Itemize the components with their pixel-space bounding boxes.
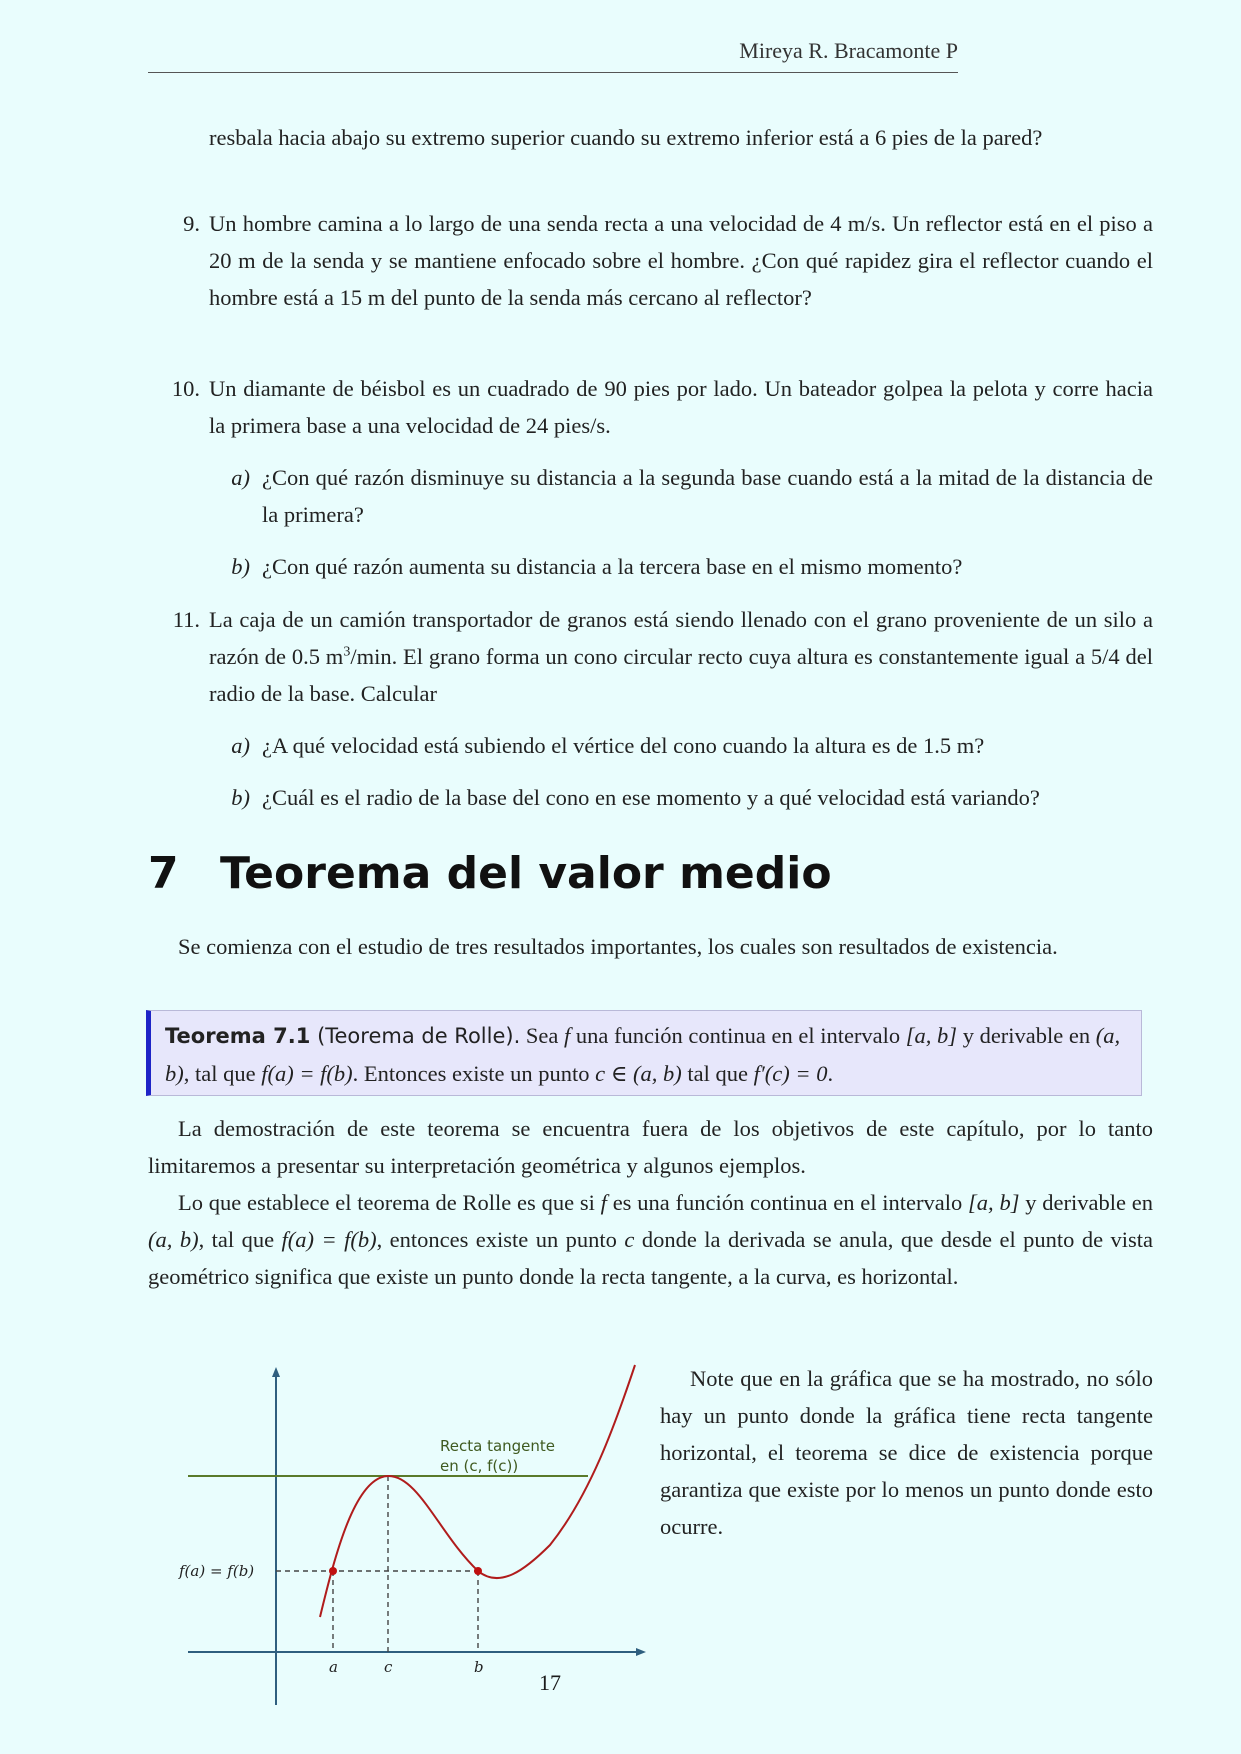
exercise-10-text: Un diamante de béisbol es un cuadrado de 90 pies por lado. Un bateador golpea la pelota y corre hacia la primera base a una velocidad de 24 pies/s. [209, 376, 1153, 438]
page-number: 17 [539, 1670, 561, 1695]
section-number: 7 [148, 848, 179, 899]
point-a [329, 1567, 337, 1575]
point-b [474, 1567, 482, 1575]
subitem-label: a) [231, 465, 250, 490]
level-label: f(a) = f(b) [179, 1562, 255, 1580]
exercise-8-continuation: resbala hacia abajo su extremo superior cuando su extremo inferior está a 6 pies de la pared? [209, 125, 1043, 150]
section-title-text: Teorema del valor medio [220, 848, 832, 899]
exercise-number: 11. [172, 607, 200, 632]
x-label-b: b [474, 1658, 484, 1676]
exercise-number: 10. [171, 376, 200, 401]
intro-paragraph: Se comienza con el estudio de tres resultados importantes, los cuales son resultados de existencia. [178, 934, 1058, 959]
subitem-label: b) [231, 785, 250, 810]
exercise-number: 9. [183, 211, 200, 236]
exercise-11-text: La caja de un camión transportador de granos está siendo llenado con el grano proveniente de un silo a razón de 0.5 $m^3/\min$. El grano forma un cono circular recto cuya altura es constantemente igual a 5/4 del radio de la base. Calcular [209, 607, 1153, 706]
exercise-10b-text: ¿Con qué razón aumenta su distancia a la tercera base en el mismo momento? [262, 554, 963, 579]
exercise-9-text: Un hombre camina a lo largo de una senda recta a una velocidad de 4 m/s. Un reflector está en el piso a 20 m de la senda y se mantiene enfocado sobre el hombre. ¿Con qué rapidez gira el reflector cuando el hombre está a 15 m del punto de la senda más cercano al reflector? [209, 211, 1153, 310]
function-curve [320, 1365, 635, 1617]
x-label-c: c [384, 1658, 393, 1676]
exercise-11a-text: ¿A qué velocidad está subiendo el vértice del cono cuando la altura es de 1.5 m? [262, 733, 985, 758]
y-axis-arrow [272, 1367, 280, 1377]
paragraph-rolle-interpretation: Lo que establece el teorema de Rolle es que si f es una función continua en el intervalo [a, b] y derivable en (a, b), tal que f(a) = f(b), entonces existe un punto c donde la derivada se anula, que desde el punto de vista geométrico significa que existe un punto donde la recta tangente, a la curva, es horizontal. [148, 1190, 1154, 1289]
exercise-11b-text: ¿Cuál es el radio de la base del cono en ese momento y a qué velocidad está variando? [262, 785, 1040, 810]
tangent-label-line2: en (c, f(c)) [440, 1457, 519, 1475]
tangent-label-line1: Recta tangente [440, 1437, 556, 1455]
subitem-label: b) [231, 554, 250, 579]
paragraph-demonstration: La demostración de este teorema se encuentra fuera de los objetivos de este capítulo, por lo tanto limitaremos a presentar su interpretación geométrica y algunos ejemplos. [148, 1116, 1153, 1178]
header-author: Mireya R. Bracamonte P [739, 38, 958, 63]
x-label-a: a [329, 1658, 338, 1676]
x-axis-arrow [636, 1648, 646, 1656]
subitem-label: a) [231, 733, 250, 758]
section-heading [148, 848, 832, 899]
side-note-paragraph: Note que en la gráfica que se ha mostrado, no sólo hay un punto donde la gráfica tiene recta tangente horizontal, el teorema se dice de existencia porque garantiza que existe por lo menos un punto donde esto ocurre. [660, 1366, 1153, 1539]
theorem-box: Teorema 7.1 (Teorema de Rolle). Sea f una función continua en el intervalo [a, b] y derivable en (a, b), tal que f(a) = f(b). Entonces existe un punto c ∈ (a, b) tal que f′(c) = 0. [146, 1010, 1142, 1096]
page-header [148, 38, 958, 73]
theorem-heading: Teorema 7.1 (Teorema de Rolle). [165, 1024, 521, 1048]
exercise-10a-text: ¿Con qué razón disminuye su distancia a la segunda base cuando está a la mitad de la distancia de la primera? [262, 465, 1153, 527]
rolle-theorem-figure [170, 1355, 650, 1715]
